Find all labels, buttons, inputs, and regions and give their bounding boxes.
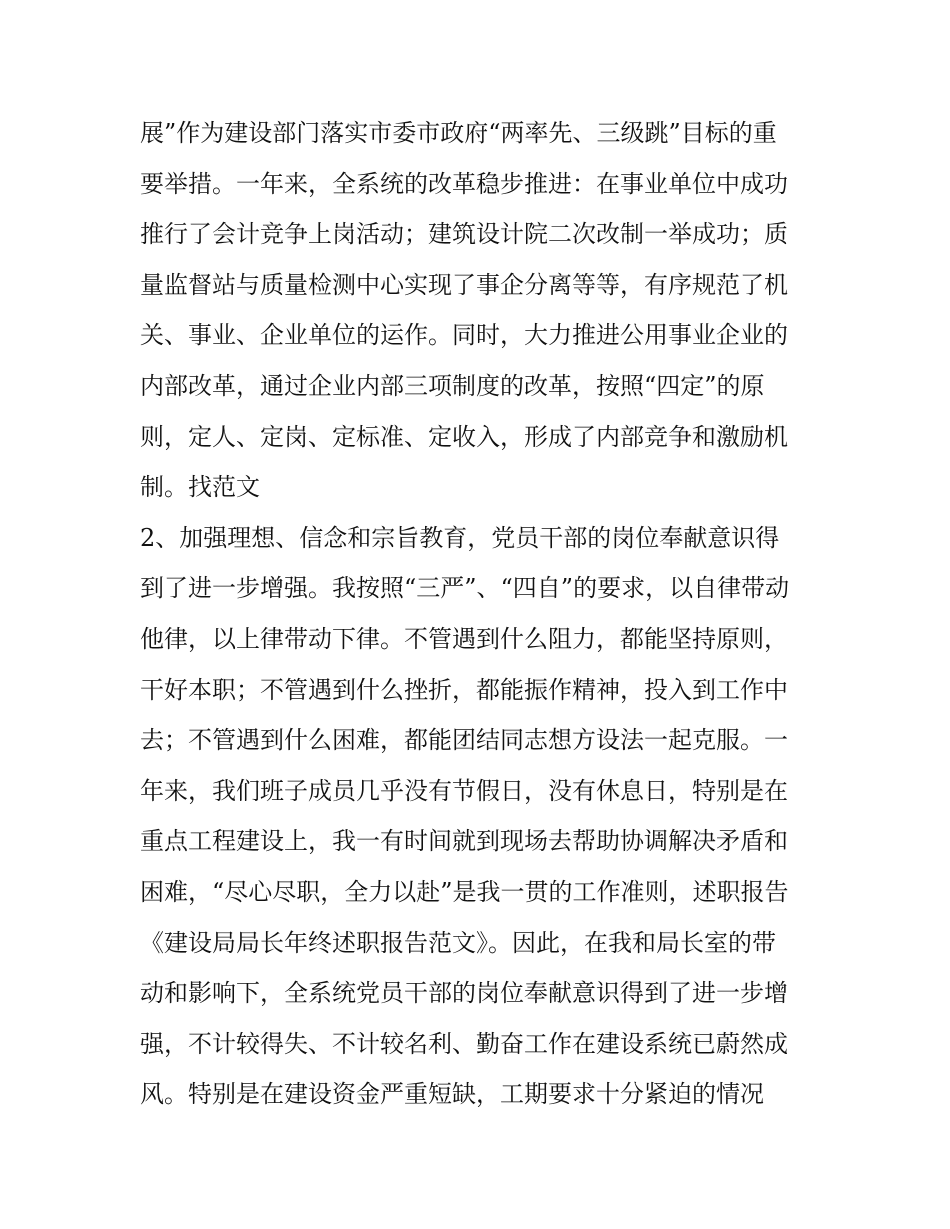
- text-line: 强，不计较得失、不计较名利、勤奋工作在建设系统已蔚然成: [140, 1029, 788, 1058]
- text-line: 《建设局局长年终述职报告范文》。因此，在我和局长室的带: [140, 928, 776, 957]
- text-line: 年来，我们班子成员几乎没有节假日，没有休息日，特别是在: [140, 776, 788, 805]
- text-line: 他律，以上律带动下律。不管遇到什么阻力，都能坚持原则，: [140, 624, 788, 653]
- text-line: 重点工程建设上，我一有时间就到现场去帮助协调解决矛盾和: [140, 827, 788, 856]
- document-body: [140, 108, 820, 1120]
- text-line: 推行了会计竞争上岗活动；建筑设计院二次改制一举成功；质: [140, 220, 788, 249]
- text-line: 展”作为建设部门落实市委市政府“两率先、三级跳”目标的重: [140, 119, 777, 147]
- text-line: 到了进一步增强。我按照“三严”、“四自”的要求，以自律带动: [140, 574, 790, 603]
- text-line: 2、加强理想、信念和宗旨教育，党员干部的岗位奉献意识得: [140, 523, 780, 552]
- text-line: 去；不管遇到什么困难，都能团结同志想方设法一起克服。一: [140, 726, 788, 755]
- text-line: 风。特别是在建设资金严重短缺，工期要求十分紧迫的情况: [140, 1080, 764, 1109]
- text-line: 则，定人、定岗、定标准、定收入，形成了内部竞争和激励机: [140, 422, 788, 451]
- text-line: 量监督站与质量检测中心实现了事企分离等等，有序规范了机: [140, 270, 788, 299]
- text-line: 内部改革，通过企业内部三项制度的改革，按照“四定”的原: [140, 371, 765, 400]
- text-line: 困难，“尽心尽职，全力以赴”是我一贯的工作准则，述职报告: [140, 877, 789, 906]
- text-line: 动和影响下，全系统党员干部的岗位奉献意识得到了进一步增: [140, 979, 788, 1008]
- text-line: 关、事业、企业单位的运作。同时，大力推进公用事业企业的: [140, 321, 788, 350]
- text-line: 制。找范文: [140, 473, 260, 502]
- text-line: 要举措。一年来，全系统的改革稳步推进：在事业单位中成功: [140, 169, 788, 198]
- text-line: 干好本职；不管遇到什么挫折，都能振作精神，投入到工作中: [140, 675, 788, 704]
